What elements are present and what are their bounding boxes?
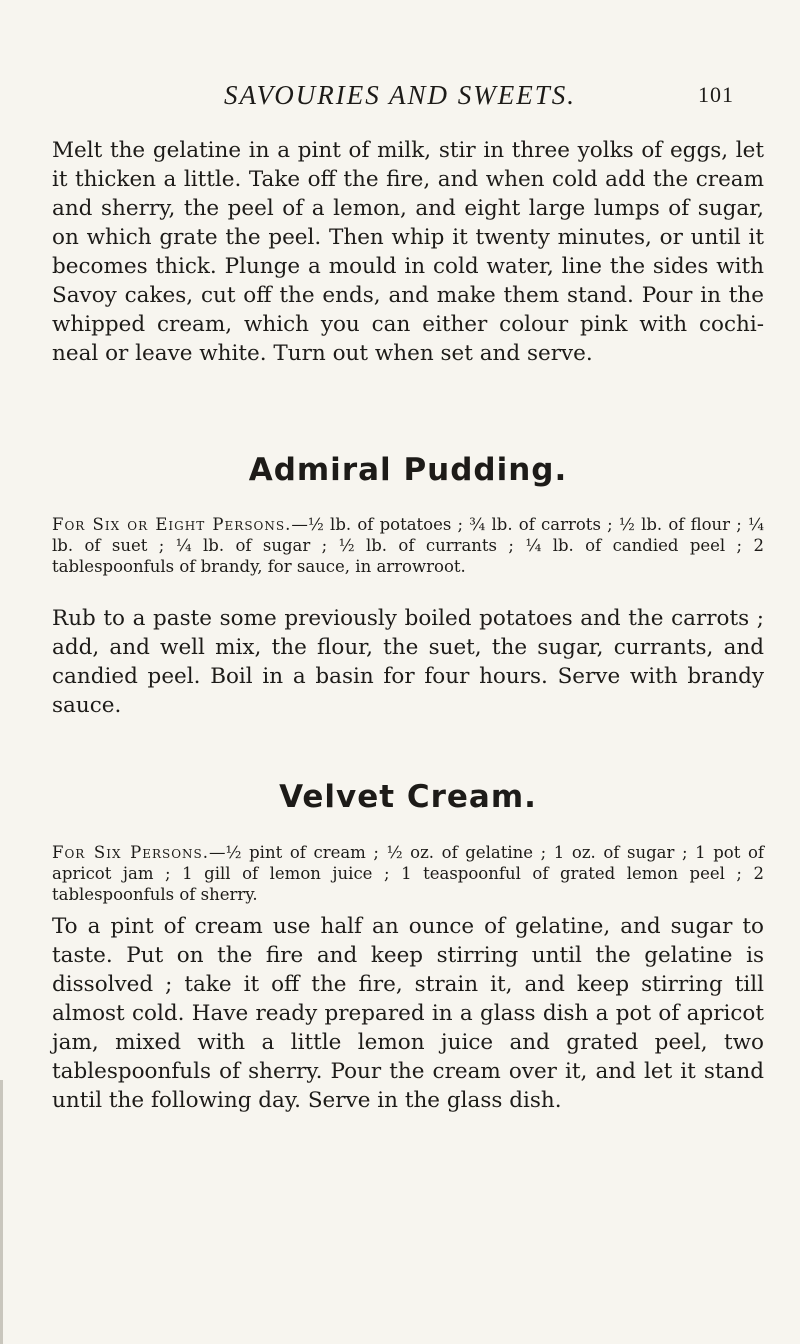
ingredients-admiral-pudding — [52, 514, 764, 577]
recipe-title-admiral-pudding: Admiral Pudding. — [248, 452, 568, 488]
servings-label: For Six or Eight Persons. — [52, 515, 292, 534]
ingredients-list: —½ lb. of potatoes ; ¾ lb. of carrots ; ½ lb. of flour ; ¼ lb. of suet ; ¼ lb. of sugar ; ½ lb. of currants ; ¼ lb. of candied peel ; 2 tablespoonfuls of brandy, for sauce, in arrowroot. — [52, 515, 764, 576]
running-head: SAVOURIES AND SWEETS. — [223, 80, 577, 110]
page-edge-shadow — [0, 1080, 3, 1344]
continuation-paragraph: Melt the gelatine in a pint of milk, stir in three yolks of eggs, let it thicken a little. Take off the fire, and when cold add the cream and sherry, the peel of a lemon, and eight large lumps of sugar, on which grate the peel. Then whip it twenty minutes, or until it becomes thick. Plunge a mould in cold water, line the sides with Savoy cakes, cut off the ends, and make them stand. Pour in the whipped cream, which you can either colour pink with cochi-neal or leave white. Turn out when set and serve. — [52, 138, 764, 366]
method-velvet-cream: To a pint of cream use half an ounce of gelatine, and sugar to taste. Put on the fire and keep stirring until the gelatine is dissolved ; take it off the fire, strain it, and keep stirring till almost cold. Have ready prepared in a glass dish a pot of apricot jam, mixed with a little lemon juice and grated peel, two tablespoonfuls of sherry. Pour the cream over it, and let it stand until the following day. Serve in the glass dish. — [52, 914, 764, 1113]
page-number: 101 — [698, 82, 734, 107]
recipe-title-velvet-cream: Velvet Cream. — [279, 779, 537, 815]
method-admiral-pudding: Rub to a paste some previously boiled potatoes and the carrots ; add, and well mix, the flour, the suet, the sugar, currants, and candied peel. Boil in a basin for four hours. Serve with brandy sauce. — [52, 606, 764, 718]
ingredients-velvet-cream — [52, 842, 764, 905]
ingredients-list: —½ pint of cream ; ½ oz. of gelatine ; 1 oz. of sugar ; 1 pot of apricot jam ; 1 gill of lemon juice ; 1 teaspoonful of grated lemon peel ; 2 tablespoonfuls of sherry. — [52, 843, 764, 904]
page-header — [50, 80, 750, 120]
servings-label: For Six Persons. — [52, 843, 210, 862]
